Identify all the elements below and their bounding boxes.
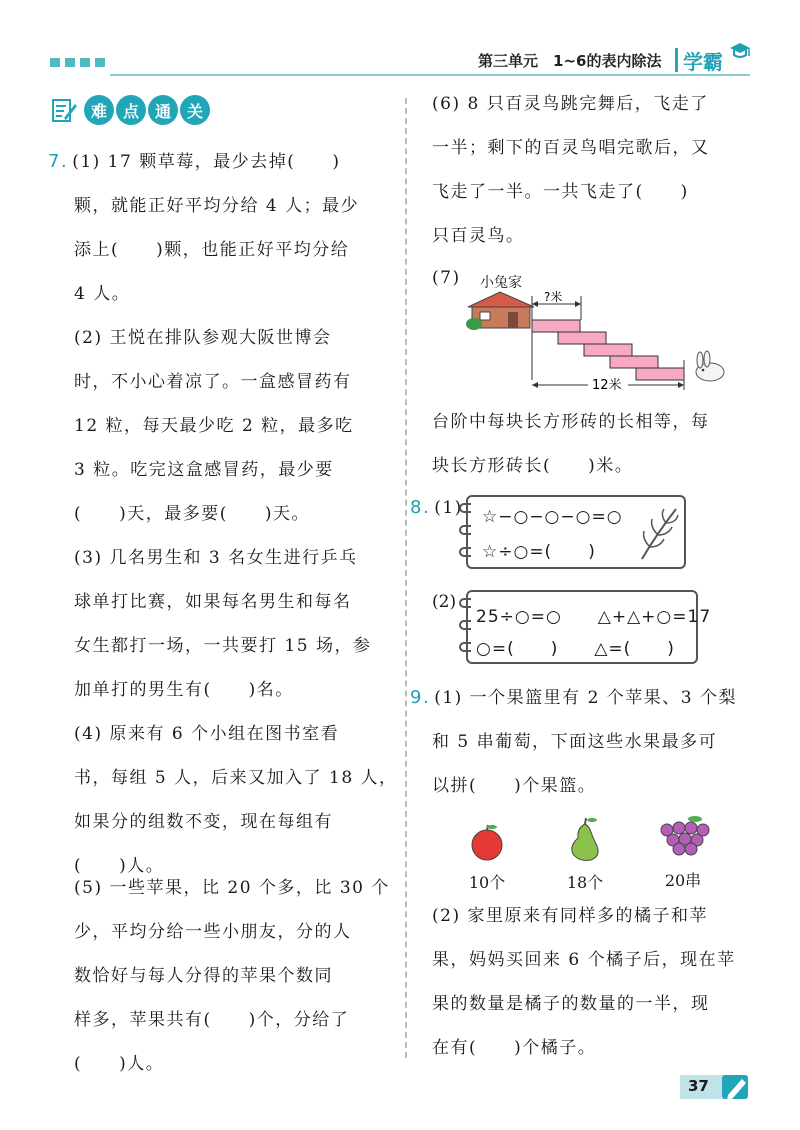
text-line: 添上( )颗，也能正好平均分给 <box>74 240 350 260</box>
house-label: 小兔家 <box>480 275 522 291</box>
q7-part1 <box>48 140 398 316</box>
text-line: 果，妈妈买回来 6 个橘子后，现在苹 <box>432 950 736 970</box>
leaf-icon <box>636 505 682 563</box>
pear-icon <box>565 816 605 862</box>
text-line: 果的数量是橘子的数量的一半，现 <box>432 994 710 1014</box>
q7-part7-label: (7) <box>432 268 461 288</box>
apple-icon <box>467 822 507 862</box>
title-char: 通 <box>148 95 178 125</box>
text-line: (2) 家里原来有同样多的橘子和苹 <box>432 906 708 926</box>
text-line: 只百灵鸟。 <box>432 226 525 246</box>
text-line: 台阶中每块长方形砖的长相等，每 <box>432 412 710 432</box>
title-char: 点 <box>116 95 146 125</box>
fruit-apple <box>452 822 522 893</box>
text-line: (5) 一些苹果，比 20 个多，比 30 个 <box>74 878 390 898</box>
top-dimension-label: ?米 <box>544 290 563 304</box>
text-line: 以拼( )个果篮。 <box>432 776 597 796</box>
text-line: (6) 8 只百灵鸟跳完舞后，飞走了 <box>432 94 709 114</box>
section-title-chars <box>84 95 210 125</box>
text-line: ( )人。 <box>74 1054 165 1074</box>
pencil-icon <box>722 1073 752 1101</box>
part-label: (1) <box>434 498 463 518</box>
q7-part2 <box>74 316 404 536</box>
title-char: 关 <box>180 95 210 125</box>
text-line: 颗，就能正好平均分给 4 人；最少 <box>74 196 360 216</box>
fruit-caption: 10个 <box>468 873 506 892</box>
text-line: (1) 17 颗草莓，最少去掉( ) <box>72 152 341 172</box>
brand-logo: 学霸 <box>683 50 723 74</box>
notebook-binding <box>459 598 471 652</box>
notebook-binding <box>459 503 471 557</box>
text-line: 在有( )个橘子。 <box>432 1038 597 1058</box>
q8-box-1 <box>466 495 686 569</box>
q9-part2 <box>432 894 772 1070</box>
equation-line: ○=( ) △=( ) <box>476 639 675 659</box>
text-line: 4 人。 <box>74 284 131 304</box>
text-line: 时，不小心着凉了。一盒感冒药有 <box>74 372 352 392</box>
question-number: 7. <box>48 151 69 172</box>
section-title <box>50 92 210 128</box>
equation-line: 25÷○=○ △+△+○=17 <box>476 607 712 627</box>
text-line: 球单打比赛，如果每名男生和每名 <box>74 592 352 612</box>
q7-part7-text <box>432 400 762 488</box>
fruit-pear <box>550 816 620 893</box>
question-number: 9. <box>410 687 431 708</box>
notebook-pen-icon <box>50 96 78 124</box>
text-line: 加单打的男生有( )名。 <box>74 680 294 700</box>
graduation-cap-icon <box>728 40 752 62</box>
house-icon <box>466 292 534 330</box>
header-rule <box>110 74 750 76</box>
stairs-diagram <box>460 290 750 390</box>
fruit-caption: 18个 <box>566 873 604 892</box>
rabbit-icon <box>696 351 724 381</box>
equation-line: ☆−○−○−○=○ <box>482 507 623 527</box>
text-line: ( )人。 <box>74 856 165 876</box>
text-line: 女生都打一场，一共要打 15 场，参 <box>74 636 372 656</box>
text-line: 数恰好与每人分得的苹果个数同 <box>74 966 333 986</box>
stairs-bricks <box>532 320 684 380</box>
question-number: 8. <box>410 497 431 518</box>
q7-part3 <box>74 536 404 712</box>
title-char: 难 <box>84 95 114 125</box>
text-line: 和 5 串葡萄，下面这些水果最多可 <box>432 732 718 752</box>
text-line: (3) 几名男生和 3 名女生进行乒乓 <box>74 548 358 568</box>
text-line: (1) 一个果篮里有 2 个苹果、3 个梨 <box>434 688 738 708</box>
text-line: 样多，苹果共有( )个，分给了 <box>74 1010 350 1030</box>
header-divider <box>675 48 678 72</box>
text-line: 一半；剩下的百灵鸟唱完歌后，又 <box>432 138 710 158</box>
grapes-icon <box>655 814 711 860</box>
bottom-dimension-label: 12米 <box>592 378 622 390</box>
q8-part2-label: (2) <box>432 592 457 612</box>
q8-box-2 <box>466 590 712 664</box>
header-decoration <box>50 58 105 67</box>
column-divider <box>405 98 407 1058</box>
text-line: 块长方形砖长( )米。 <box>432 456 634 476</box>
text-line: ( )天，最多要( )天。 <box>74 504 311 524</box>
text-line: 3 粒。吃完这盒感冒药，最少要 <box>74 460 334 480</box>
text-line: 如果分的组数不变，现在每组有 <box>74 812 333 832</box>
page-number <box>680 1075 750 1099</box>
q7-part4 <box>74 712 404 888</box>
q7-part5 <box>74 866 404 1086</box>
page-header <box>0 0 800 80</box>
text-line: 12 粒，每天最少吃 2 粒，最多吃 <box>74 416 354 436</box>
equation-line: ☆÷○=( ) <box>482 542 596 562</box>
page-number-text: 37 <box>688 1077 709 1095</box>
fruit-grapes <box>648 814 718 891</box>
text-line: 书，每组 5 人，后来又加入了 18 人， <box>74 768 398 788</box>
fruit-caption: 20串 <box>664 871 702 890</box>
q9-part1 <box>410 676 770 808</box>
q7-part6 <box>432 82 762 258</box>
text-line: 飞走了一半。一共飞走了( ) <box>432 182 689 202</box>
text-line: (4) 原来有 6 个小组在图书室看 <box>74 724 340 744</box>
text-line: (2) 王悦在排队参观大阪世博会 <box>74 328 332 348</box>
unit-title: 第三单元 1~6的表内除法 <box>478 52 662 70</box>
text-line: 少，平均分给一些小朋友，分的人 <box>74 922 352 942</box>
